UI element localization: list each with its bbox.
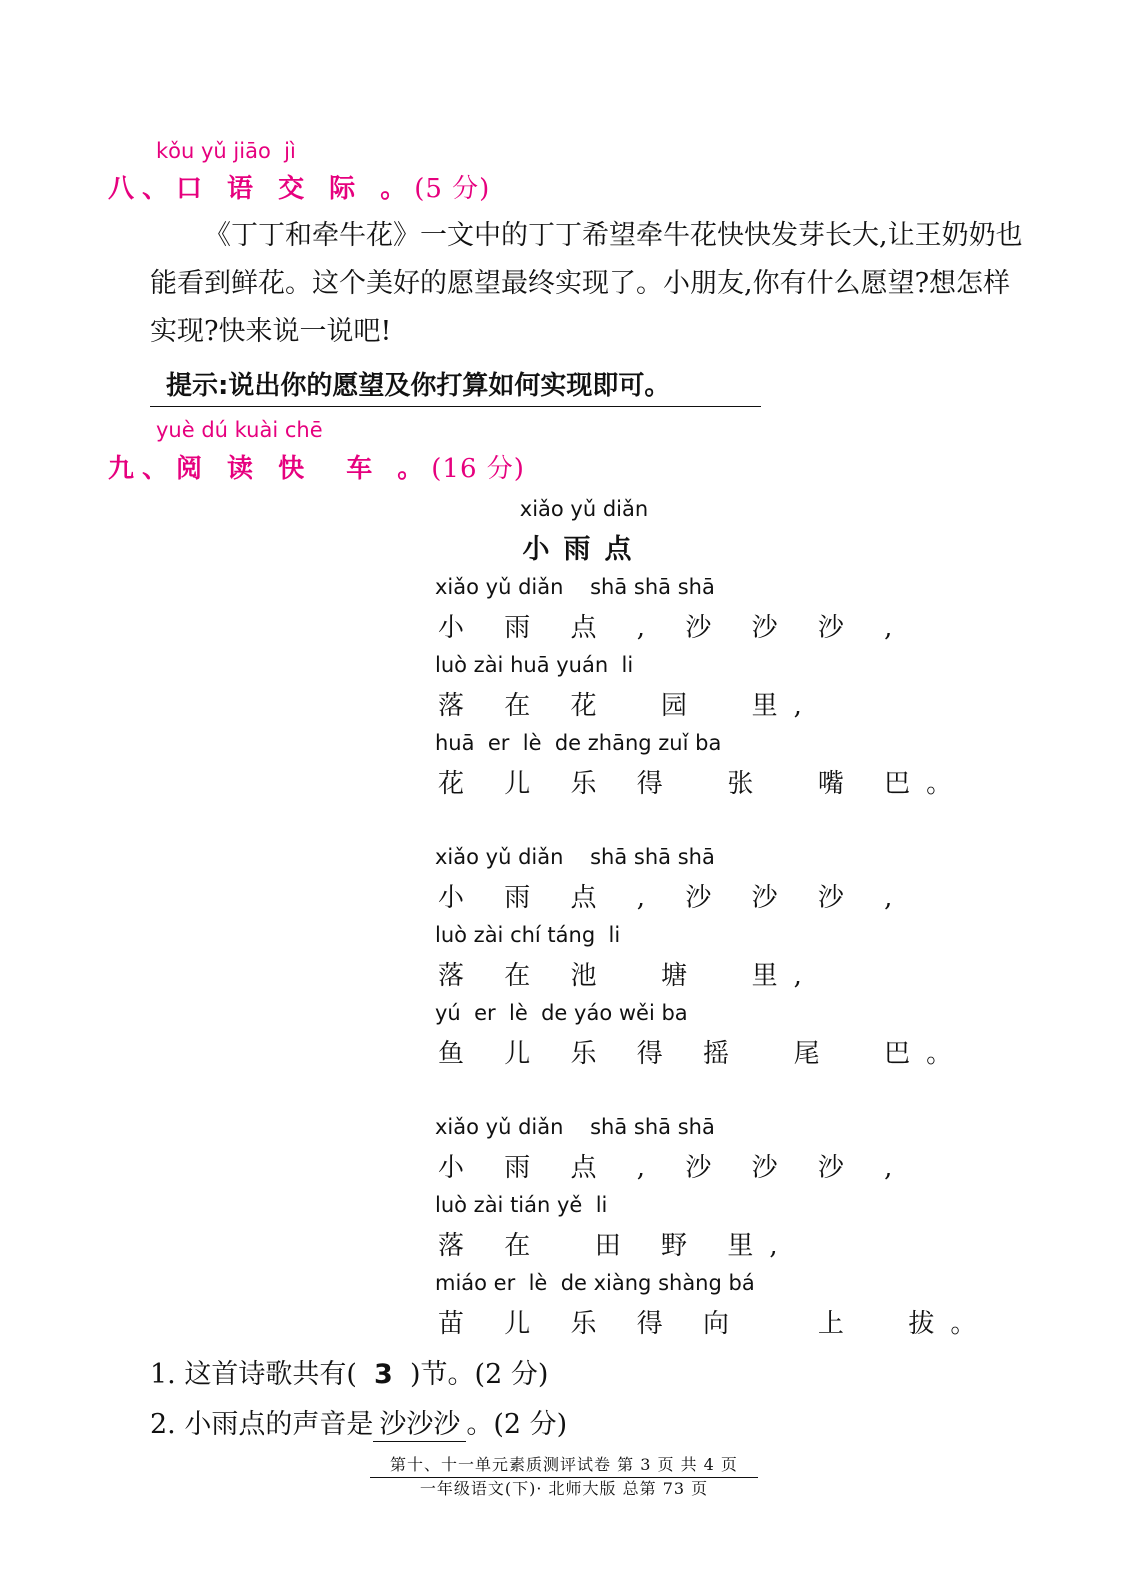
poem-line-pinyin: luò zài tián yě li: [435, 1193, 608, 1217]
section8-title: 八、口 语 交 际 。: [108, 174, 415, 204]
poem-line-text: 小 雨 点 , 沙 沙 沙 ,: [438, 1153, 909, 1183]
section8-tip: 提示:说出你的愿望及你打算如何实现即可。: [150, 365, 761, 407]
poem-line-text: 落 在 池 塘 里,: [438, 961, 818, 991]
footer-line-1: 第十、十一单元素质测评试卷 第 3 页 共 4 页: [370, 1452, 758, 1478]
poem-line-pinyin: xiǎo yǔ diǎn shā shā shā: [435, 845, 715, 869]
question-1-text: 1. 这首诗歌共有(: [150, 1359, 375, 1390]
poem-line-pinyin: miáo er lè de xiàng shàng bá: [435, 1271, 755, 1295]
poem-line-pinyin: xiǎo yǔ diǎn shā shā shā: [435, 1115, 715, 1139]
poem-line-text: 小 雨 点 , 沙 沙 沙 ,: [438, 613, 909, 643]
section9-pinyin: yuè dú kuài chē: [156, 418, 323, 442]
section9-score: (16 分): [431, 454, 525, 484]
poem-line-text: 小 雨 点 , 沙 沙 沙 ,: [438, 883, 909, 913]
section8-heading: [108, 168, 490, 205]
section8-paragraph: 《丁丁和牵牛花》一文中的丁丁希望牵牛花快快发芽长大,让王奶奶也能看到鲜花。这个美好的愿望最终实现了。小朋友,你有什么愿望?想怎样实现?快来说一说吧!: [150, 220, 1023, 347]
question-2-text: 2. 小雨点的声音是: [150, 1409, 374, 1440]
poem-line-pinyin: yú er lè de yáo wěi ba: [435, 1001, 688, 1025]
poem-line-pinyin: xiǎo yǔ diǎn shā shā shā: [435, 575, 715, 599]
poem-line-text: 落 在 花 园 里,: [438, 691, 818, 721]
question-1-answer: 3: [374, 1359, 393, 1390]
section9-heading: [108, 448, 525, 485]
poem-line-text: 花 儿 乐 得 张 嘴 巴。: [438, 769, 969, 799]
poem-line-text: 鱼 儿 乐 得 摇 尾 巴。: [438, 1039, 969, 1069]
question-1: [150, 1352, 548, 1391]
question-2: [150, 1402, 567, 1442]
section8-score: (5 分): [414, 174, 491, 204]
poem-line-text: 苗 儿 乐 得 向 上 拔。: [438, 1309, 993, 1339]
poem-line-text: 落 在 田 野 里,: [438, 1231, 794, 1261]
question-2-score: 。(2 分): [466, 1409, 568, 1440]
poem-line-pinyin: huā er lè de zhāng zuǐ ba: [435, 731, 722, 755]
section8-pinyin: kǒu yǔ jiāo jì: [156, 139, 296, 163]
poem-line-pinyin: luò zài huā yuán li: [435, 653, 634, 677]
footer-line-2: 一年级语文(下)· 北师大版 总第 73 页: [419, 1479, 709, 1498]
poem-title-pinyin: xiǎo yǔ diǎn: [519, 497, 649, 521]
section9-title: 九、阅 读 快 车 。: [108, 454, 432, 484]
question-2-answer: 沙沙沙: [373, 1402, 466, 1442]
question-1-score: )节。(2 分): [392, 1359, 549, 1390]
poem-line-pinyin: luò zài chí táng li: [435, 923, 621, 947]
poem-title: 小雨点: [522, 534, 646, 565]
